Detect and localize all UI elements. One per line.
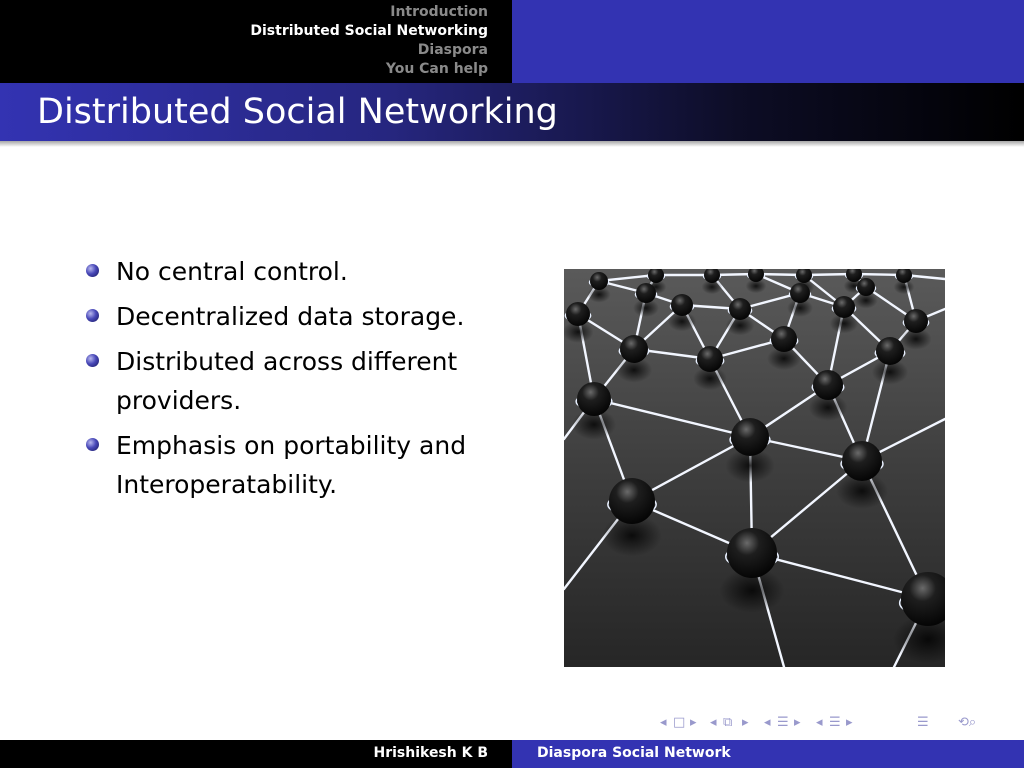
network-nodes-image [564, 269, 945, 667]
slide-next-icon[interactable]: ▸ [690, 715, 697, 730]
network-node [790, 283, 810, 303]
network-node [876, 337, 904, 365]
bullet-icon [86, 438, 99, 451]
bullet-text: Distributed across different providers. [116, 347, 458, 415]
slide-prev-icon[interactable]: ◂ [660, 715, 667, 730]
section-prev-icon[interactable]: ◂ [764, 715, 771, 730]
bullet-item [86, 297, 506, 336]
nav-section-you-can-help[interactable]: You Can help [385, 61, 488, 77]
slide-title: Distributed Social Networking [37, 92, 558, 132]
title-bar-shadow [0, 141, 1024, 147]
network-node [697, 346, 723, 372]
subsection-prev-icon[interactable]: ◂ [710, 715, 717, 730]
network-node [727, 528, 777, 578]
network-node [904, 309, 928, 333]
footer-title: Diaspora Social Network [537, 745, 731, 761]
beamer-navigation [660, 715, 1024, 735]
network-node [566, 302, 590, 326]
footer-title-bar [512, 740, 1024, 768]
header-section-nav [0, 0, 512, 83]
network-node [590, 272, 608, 290]
footer-author: Hrishikesh K B [373, 745, 488, 761]
bullet-text: Decentralized data storage. [116, 302, 465, 331]
network-node [636, 283, 656, 303]
bullet-icon [86, 264, 99, 277]
bullet-icon [86, 354, 99, 367]
slide-frame-icon[interactable]: □ [673, 715, 686, 730]
nav-section-introduction[interactable]: Introduction [390, 4, 488, 20]
subsubsection-next-icon[interactable]: ▸ [846, 715, 853, 730]
nav-section-distributed-social-networking[interactable]: Distributed Social Networking [250, 23, 488, 39]
search-icon[interactable]: ⟲⌕ [958, 715, 977, 730]
network-node [771, 326, 797, 352]
section-icon[interactable]: ☰ [777, 715, 789, 730]
network-node [813, 370, 843, 400]
bullet-text: No central control. [116, 257, 348, 286]
network-node [833, 296, 855, 318]
network-node [609, 478, 655, 524]
network-node [671, 294, 693, 316]
document-icon[interactable]: ☰ [917, 715, 929, 730]
bullet-icon [86, 309, 99, 322]
subsubsection-icon[interactable]: ☰ [829, 715, 841, 730]
section-list [250, 3, 488, 79]
bullet-text: Emphasis on portability and Interoperatability. [116, 431, 467, 499]
bullet-item [86, 252, 506, 291]
header-subsection-nav [512, 0, 1024, 83]
subsection-frame-icon[interactable]: ⧉ [723, 715, 733, 730]
network-node [857, 278, 875, 296]
network-node [731, 418, 769, 456]
subsection-next-icon[interactable]: ▸ [742, 715, 749, 730]
bullet-list [86, 252, 506, 510]
network-node [620, 335, 648, 363]
subsubsection-prev-icon[interactable]: ◂ [816, 715, 823, 730]
bullet-item [86, 426, 506, 504]
network-node [577, 382, 611, 416]
bullet-item [86, 342, 506, 420]
network-node [842, 441, 882, 481]
network-node [729, 298, 751, 320]
nav-section-diaspora[interactable]: Diaspora [417, 42, 488, 58]
footer-author-bar [0, 740, 512, 768]
section-next-icon[interactable]: ▸ [794, 715, 801, 730]
